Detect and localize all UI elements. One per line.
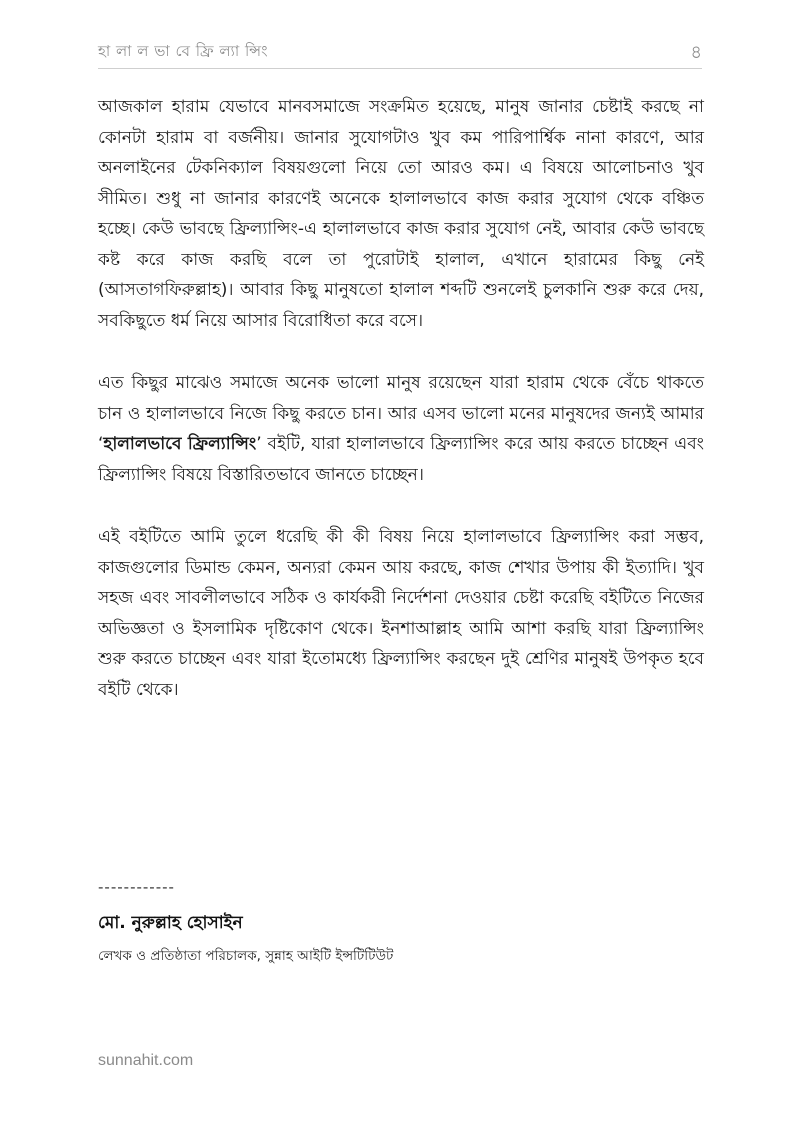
page-number: ৪ <box>690 42 702 63</box>
paragraph-3: এই বইটিতে আমি তুলে ধরেছি কী কী বিষয় নিয়ে হালালভাবে ফ্রিল্যান্সিং করা সম্ভব, কাজগুলোর ডিমান্ড কেমন, অন্যরা কেমন আয় করছে, কাজ শেখার উপায় কী ইত্যাদি। খুব সহজ এবং সাবলীলভাবে সঠিক ও কার্যকরী নির্দেশনা দেওয়ার চেষ্টা করেছি বইটিতে নিজের অভিজ্ঞতা ও ইসলামিক দৃষ্টিকোণ থেকে। ইনশাআল্লাহ আমি আশা করছি যারা ফ্রিল্যান্সিং শুরু করতে চাচ্ছেন এবং যারা ইতোমধ্যে ফ্রিল্যান্সিং করছেন দুই শ্রেণির মানুষই উপকৃত হবে বইটি থেকে। <box>98 527 704 700</box>
signature-divider: ------------ <box>98 878 175 896</box>
footer-website: sunnahit.com <box>98 1052 194 1069</box>
page-header <box>98 36 702 69</box>
paragraph-1: আজকাল হারাম যেভাবে মানবসমাজে সংক্রমিত হয়েছে, মানুষ জানার চেষ্টাই করছে না কোনটা হারাম বা বর্জনীয়। জানার সুযোগটাও খুব কম পারিপার্শ্বিক নানা কারণে, আর অনলাইনের টেকনিক্যাল বিষয়গুলো নিয়ে তো আরও কম। এ বিষয়ে আলোচনাও খুব সীমিত। শুধু না জানার কারণেই অনেকে হালালভাবে কাজ করার সুযোগ থেকে বঞ্চিত হচ্ছে। কেউ ভাবছে ফ্রিল্যান্সিং-এ হালালভাবে কাজ করার সুযোগ নেই, আবার কেউ ভাবছে কষ্ট করে কাজ করছি বলে তা পুরোটাই হালাল, এখানে হারামের কিছু নেই (আসতাগফিরুল্লাহ)। আবার কিছু মানুষতো হালাল শব্দটি শুনলেই চুলকানি শুরু করে দেয়, সবকিছুতে ধর্ম নিয়ে আসার বিরোধিতা করে বসে। <box>98 97 704 331</box>
paragraph-2-text-end: ’ বইটি, যারা হালালভাবে ফ্রিল্যান্সিং করে আয় করতে চাচ্ছেন এবং ফ্রিল্যান্সিং বিষয়ে বিস্তারিতভাবে জানতে চাচ্ছেন। <box>98 434 704 485</box>
book-title-bold: হালালভাবে ফ্রিল্যান্সিং <box>103 434 257 454</box>
paragraph-2-text-start: এত কিছুর মাঝেও সমাজে অনেক ভালো মানুষ রয়েছেন যারা হারাম থেকে বেঁচে থাকতে চান ও হালালভাবে নিজে কিছু করতে চান। আর এসব ভালো মনের মানুষদের জন্যই আমার ‘ <box>98 373 704 454</box>
main-content <box>98 92 704 737</box>
author-name: মো. নুরুল্লাহ হোসাইন <box>98 913 243 933</box>
author-title: লেখক ও প্রতিষ্ঠাতা পরিচালক, সুন্নাহ আইটি ইন্সটিটিউট <box>98 948 394 964</box>
paragraph-2 <box>98 368 704 490</box>
running-title: হা লা ল ভা বে ফ্রি ল্যা ন্সিং <box>98 42 269 60</box>
